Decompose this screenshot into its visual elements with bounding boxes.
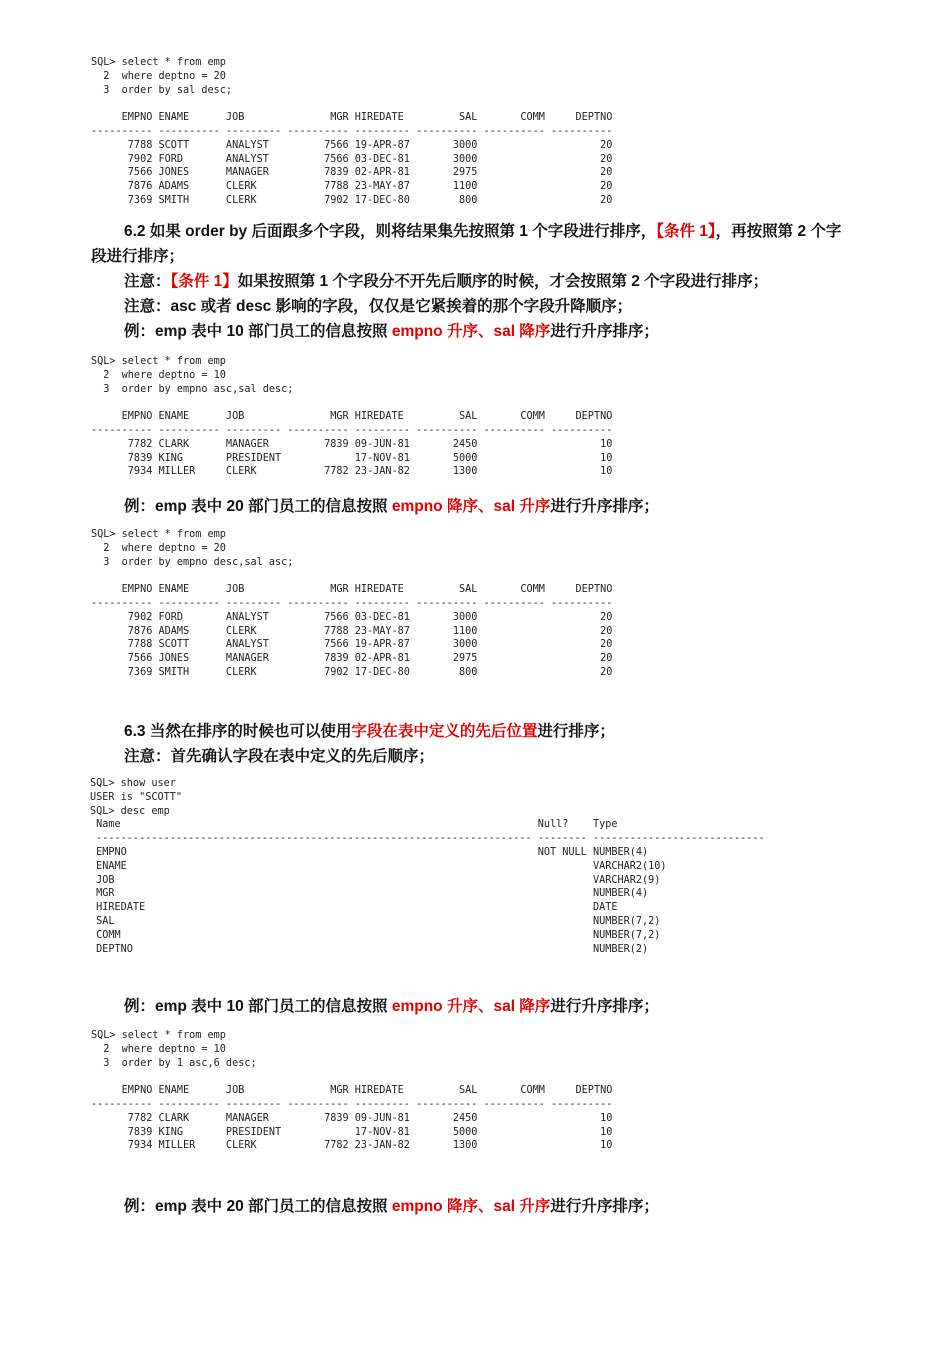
sql-desc-block: SQL> show user USER is "SCOTT" SQL> desc emp Name Null? Type ----------------------------------------------------------------------- -------- ---------------------------- EMPNO NOT NULL NUMBER(4) ENAME VARCHAR2(10) JOB VARCHAR2(9) MGR NUMBER(4) HIREDATE DATE SAL NUMBER(7,2) COMM NUMBER(7,2) DEPTNO NUMBER(2) bbox=[90, 778, 765, 955]
example-1-prefix: 例：emp 表中 10 部门员工的信息按照 bbox=[124, 323, 392, 340]
sql-output-block-3: SQL> select * from emp 2 where deptno = 20 3 order by empno desc,sal asc; EMPNO ENAME JOB MGR HIREDATE SAL COMM DEPTNO ---------- ---------- --------- ---------- --------- ---------- ---------- ---------- 7902 FORD ANALYST 7566 03-DEC-81 3000 20 7876 ADAMS CLERK 7788 23-MAY-87 1100 20 7788 SCOTT ANALYST 7566 19-APR-87 3000 20 7566 JONES MANAGER 7839 02-APR-81 2975 20 7369 SMITH CLERK 7902 17-DEC-80 800 20 bbox=[91, 529, 613, 678]
section-6-2-text-a: 6.2 如果 order by 后面跟多个字段，则将结果集先按照第 1 个字段进行排序， bbox=[124, 223, 657, 240]
section-6-2-line-2: 段进行排序； bbox=[91, 248, 185, 265]
example-3-highlight: empno 升序、sal 降序 bbox=[391, 998, 551, 1015]
section-6-3-note: 注意：首先确认字段在表中定义的先后顺序； bbox=[124, 748, 435, 765]
sql-output-block-2: SQL> select * from emp 2 where deptno = 10 3 order by empno asc,sal desc; EMPNO ENAME JOB MGR HIREDATE SAL COMM DEPTNO ---------- ---------- --------- ---------- --------- ---------- ---------- ---------- 7782 CLARK MANAGER 7839 09-JUN-81 2450 10 7839 KING PRESIDENT 17-NOV-81 5000 10 7934 MILLER CLERK 7782 23-JAN-82 1300 10 bbox=[91, 356, 613, 478]
section-6-3 bbox=[124, 721, 615, 743]
note-asc-desc: 注意：asc 或者 desc 影响的字段，仅仅是它紧挨着的那个字段升降顺序； bbox=[124, 298, 633, 315]
example-4-suffix: 进行升序排序； bbox=[550, 1198, 659, 1215]
example-1-suffix: 进行升序排序； bbox=[550, 323, 659, 340]
example-2-highlight: empno 降序、sal 升序 bbox=[391, 498, 551, 515]
section-6-3-highlight: 字段在表中定义的先后位置 bbox=[351, 723, 538, 740]
example-2-prefix: 例：emp 表中 20 部门员工的信息按照 bbox=[124, 498, 392, 515]
example-4-highlight: empno 降序、sal 升序 bbox=[391, 1198, 551, 1215]
note-text: 如果按照第 1 个字段分不开先后顺序的时候，才会按照第 2 个字段进行排序； bbox=[237, 273, 769, 290]
section-6-2-text-c: ，再按照第 2 个字 bbox=[715, 223, 842, 240]
example-4 bbox=[124, 1196, 659, 1218]
section-6-3-text-a: 6.3 当然在排序的时候也可以使用 bbox=[124, 723, 352, 740]
example-3-prefix: 例：emp 表中 10 部门员工的信息按照 bbox=[124, 998, 392, 1015]
section-6-3-text-c: 进行排序； bbox=[537, 723, 615, 740]
example-1 bbox=[124, 321, 659, 343]
example-4-prefix: 例：emp 表中 20 部门员工的信息按照 bbox=[124, 1198, 392, 1215]
note-condition-1 bbox=[124, 271, 768, 293]
example-2 bbox=[124, 496, 659, 518]
sql-output-block-5: SQL> select * from emp 2 where deptno = 10 3 order by 1 asc,6 desc; EMPNO ENAME JOB MGR HIREDATE SAL COMM DEPTNO ---------- ---------- --------- ---------- --------- ---------- ---------- ---------- 7782 CLARK MANAGER 7839 09-JUN-81 2450 10 7839 KING PRESIDENT 17-NOV-81 5000 10 7934 MILLER CLERK 7782 23-JAN-82 1300 10 bbox=[91, 1030, 613, 1152]
condition-1-tag-note: 【条件 1】 bbox=[170, 273, 238, 290]
condition-1-tag: 【条件 1】 bbox=[656, 223, 716, 240]
sql-output-block-1: SQL> select * from emp 2 where deptno = 20 3 order by sal desc; EMPNO ENAME JOB MGR HIREDATE SAL COMM DEPTNO ---------- ---------- --------- ---------- --------- ---------- ---------- ---------- 7788 SCOTT ANALYST 7566 19-APR-87 3000 20 7902 FORD ANALYST 7566 03-DEC-81 3000 20 7566 JONES MANAGER 7839 02-APR-81 2975 20 7876 ADAMS CLERK 7788 23-MAY-87 1100 20 7369 SMITH CLERK 7902 17-DEC-80 800 20 bbox=[91, 57, 613, 206]
example-3-suffix: 进行升序排序； bbox=[550, 998, 659, 1015]
example-3 bbox=[124, 996, 659, 1018]
example-1-highlight: empno 升序、sal 降序 bbox=[391, 323, 551, 340]
note-label: 注意： bbox=[124, 273, 171, 290]
example-2-suffix: 进行升序排序； bbox=[550, 498, 659, 515]
section-6-2-line-1 bbox=[124, 221, 841, 243]
